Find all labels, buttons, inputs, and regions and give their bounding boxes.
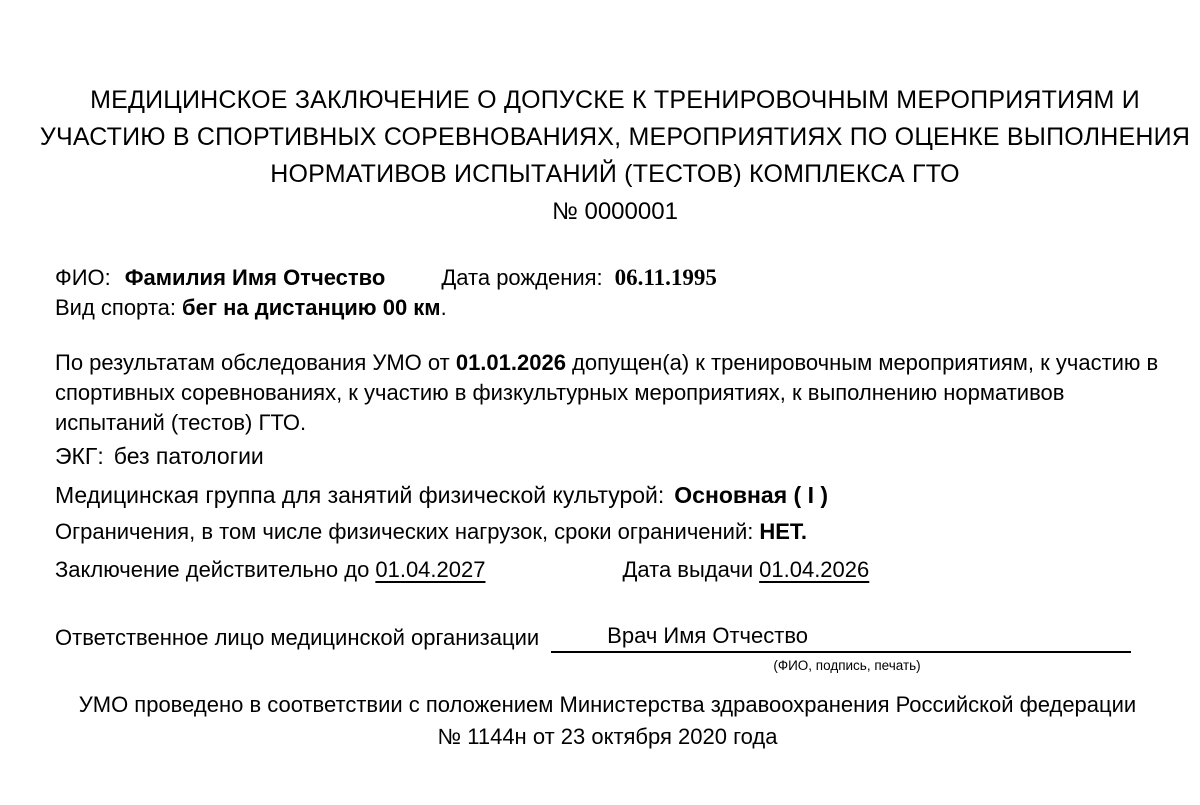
sport-label: Вид спорта: [55,295,176,320]
issue-date-label: Дата выдачи [622,557,754,582]
medical-group-label: Медицинская группа для занятий физической культурой: [55,482,665,508]
ekg-row [55,440,1160,472]
sport-row [55,293,1160,323]
restrictions-value: НЕТ. [759,519,808,544]
umo-paragraph [55,348,1160,438]
ekg-label: ЭКГ: [55,443,104,469]
restrictions-label: Ограничения, в том числе физических нагрузок, сроки ограничений: [55,519,754,544]
umo-exam-date: 01.01.2026 [455,350,566,375]
signature-line [551,621,1131,653]
signature-caption: (ФИО, подпись, печать) [773,658,921,673]
restrictions-row [55,517,1160,547]
document-title [0,0,1200,193]
medical-group-value: Основная ( I ) [674,482,829,508]
responsible-person-label: Ответственное лицо медицинской организации [55,625,540,650]
document-title-line-2: УЧАСТИЮ В СПОРТИВНЫХ СОРЕВНОВАНИЯХ, МЕРОПРИЯТИЯХ ПО ОЦЕНКЕ ВЫПОЛНЕНИЯ [39,123,1191,151]
fio-row [55,263,1160,293]
validity-row [55,555,1160,585]
umo-text-before: По результатам обследования УМО от [55,350,456,375]
valid-until-label: Заключение действительно до [55,557,370,582]
document-body [0,263,1200,753]
footer-regulation-line-1: УМО проведено в соответствии с положением Министерства здравоохранения Российской федерации [78,692,1137,717]
responsible-person-row [55,621,1160,653]
sport-suffix: . [440,295,447,320]
fio-label: ФИО: [55,265,111,290]
medical-group-row [55,479,1160,511]
ekg-value: без патологии [113,443,264,469]
valid-until-date: 01.04.2027 [375,557,486,582]
birth-date-value: 06.11.1995 [614,265,717,290]
document-number: № 0000001 [552,198,678,225]
footer-regulation-line-2: № 1144н от 23 октября 2020 года [437,724,778,749]
issue-date-value: 01.04.2026 [759,557,870,582]
fio-value: Фамилия Имя Отчество [124,265,386,290]
umo-text-after: допущен(а) к тренировочным мероприятиям, к участию в спортивных соревнованиях, к участию в физкультурных мероприятиях, к выполнению нормативов испытаний (тестов) ГТО. [55,350,1159,435]
document-title-line-1: МЕДИЦИНСКОЕ ЗАКЛЮЧЕНИЕ О ДОПУСКЕ К ТРЕНИРОВОЧНЫМ МЕРОПРИЯТИЯМ И [90,86,1140,114]
birth-date-label: Дата рождения: [441,265,603,290]
responsible-person-name: Врач Имя Отчество [607,623,809,648]
document-title-line-3: НОРМАТИВОВ ИСПЫТАНИЙ (ТЕСТОВ) КОМПЛЕКСА ГТО [270,160,960,188]
sport-value: бег на дистанцию 00 км [182,295,441,320]
